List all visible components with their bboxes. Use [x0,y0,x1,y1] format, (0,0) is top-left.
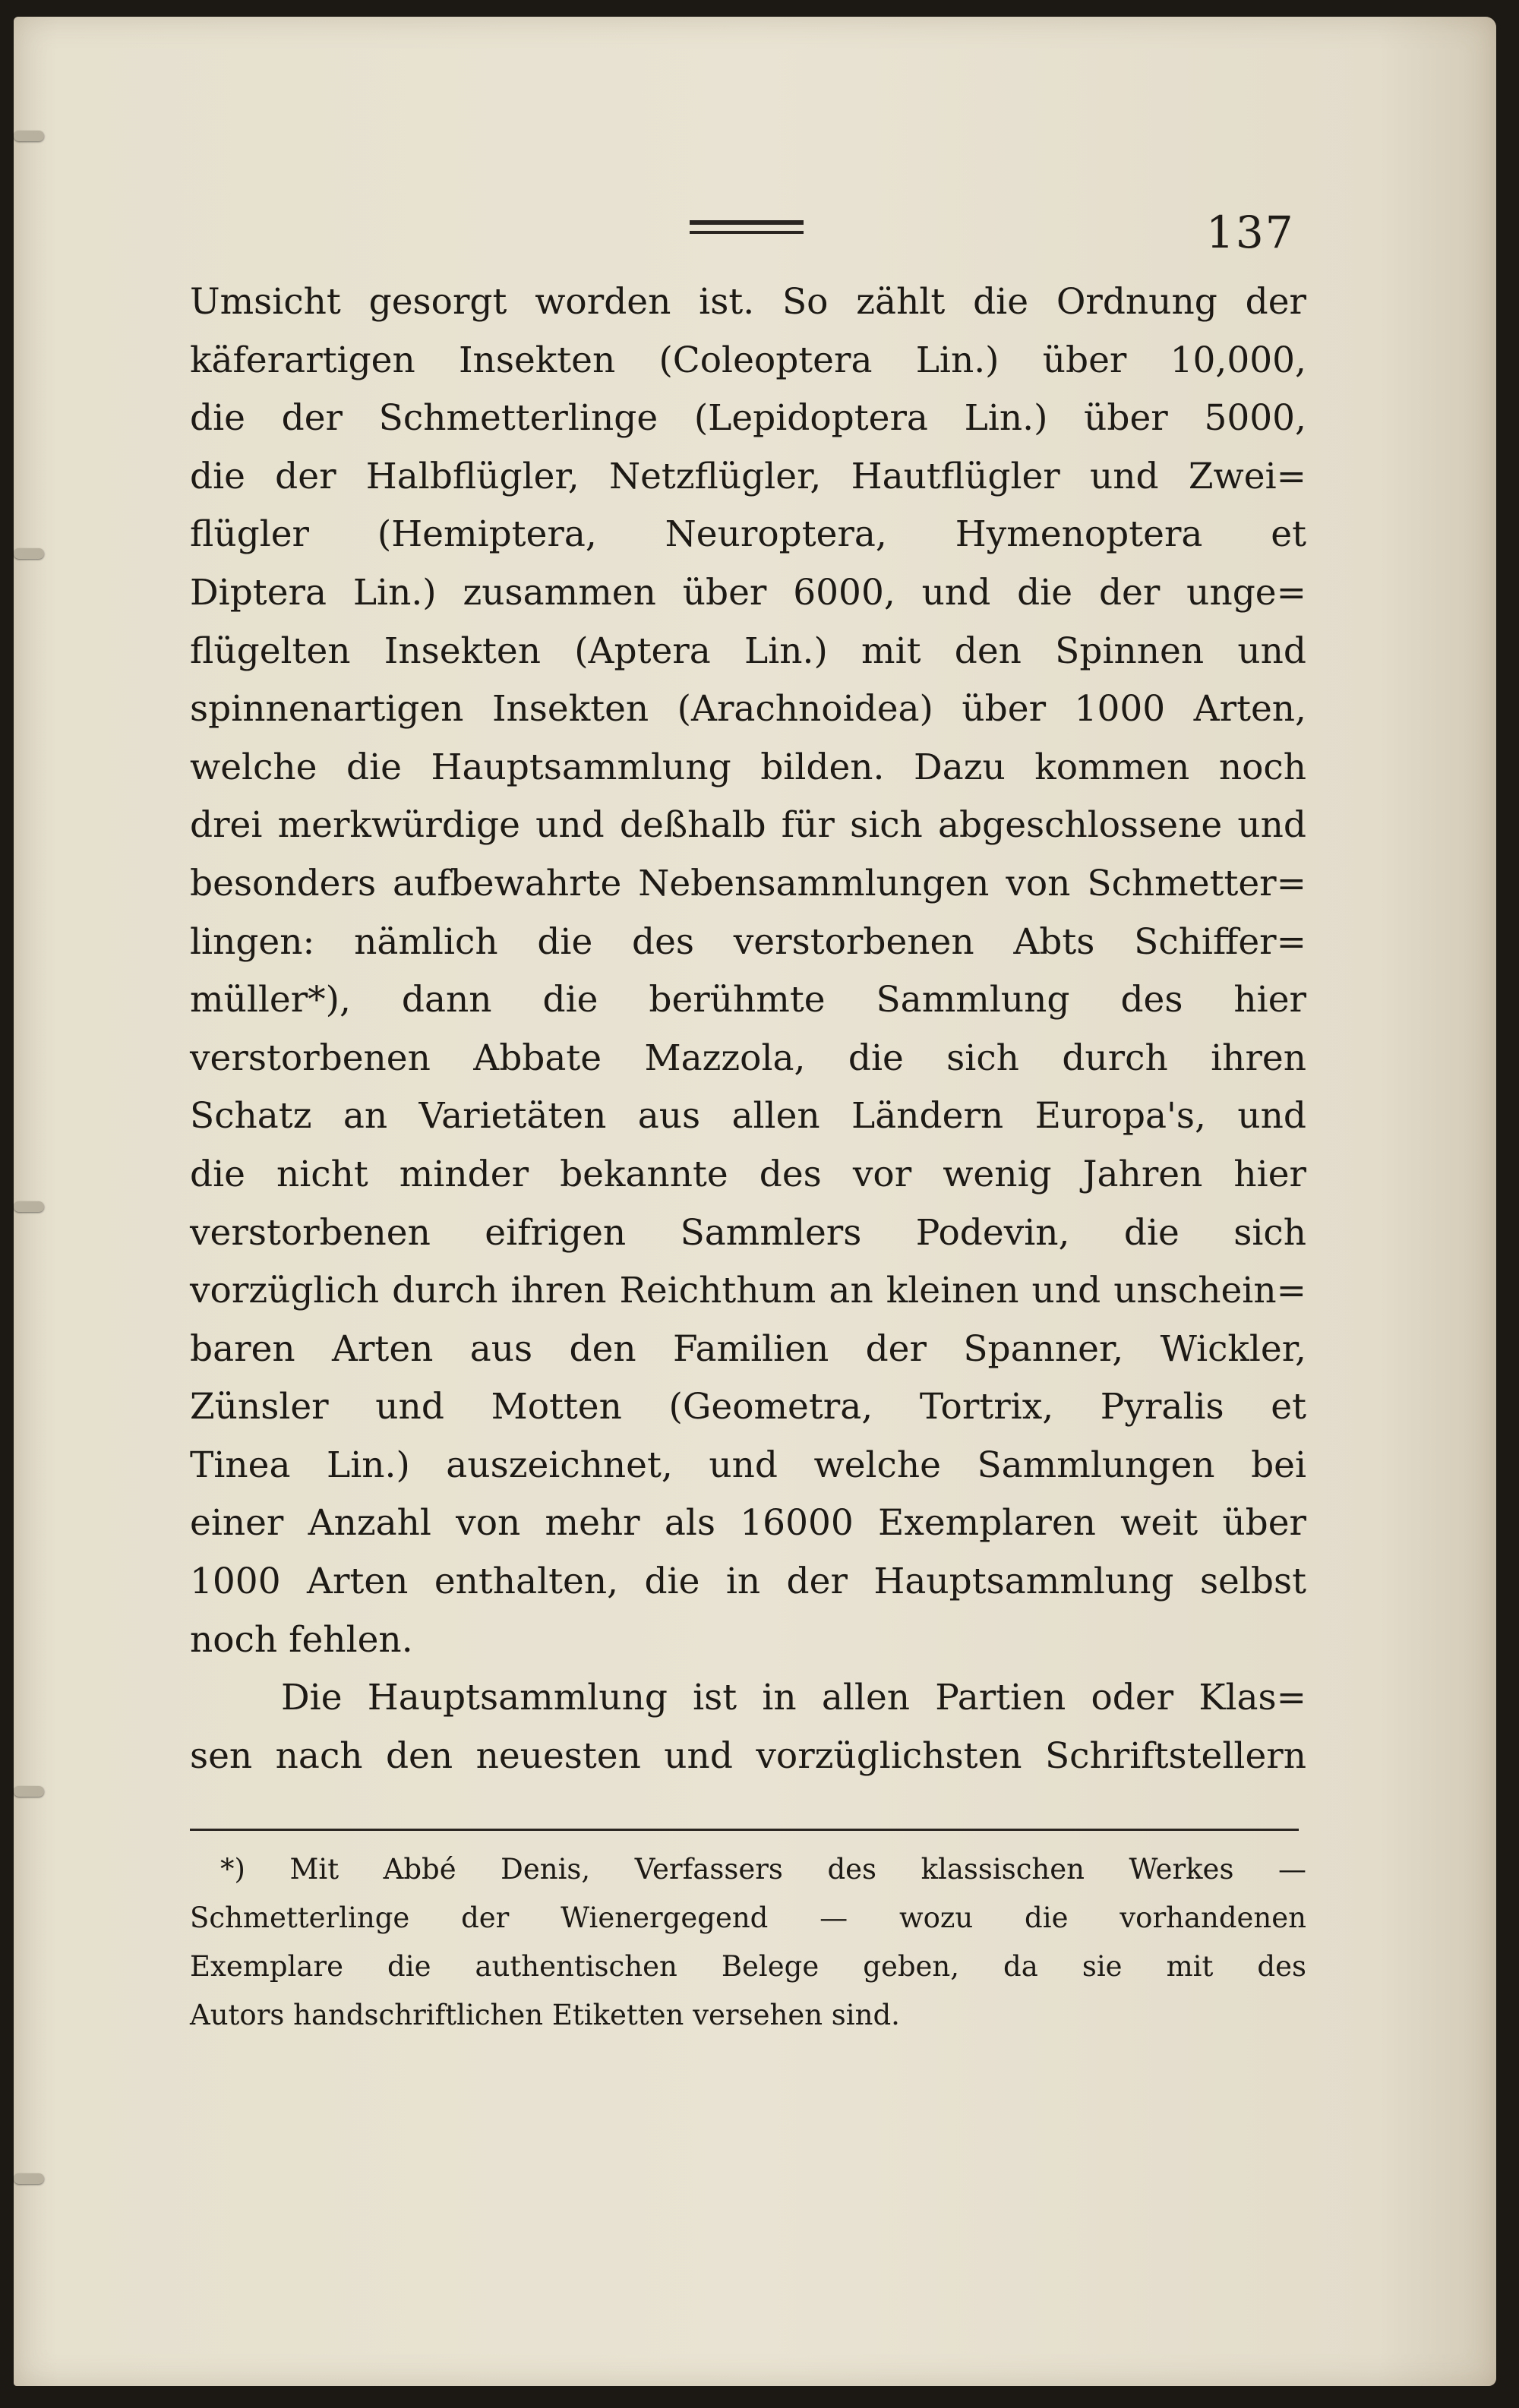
body-line: Tinea Lin.) auszeichnet, und welche Sammlungen bei [190,1444,1306,1486]
body-line: verstorbenen Abbate Mazzola, die sich durch ihren [190,1037,1306,1079]
binding-thread [14,548,44,559]
body-line: baren Arten aus den Familien der Spanner, Wickler, [190,1327,1306,1370]
binding-thread [14,1786,44,1797]
body-line: einer Anzahl von mehr als 16000 Exemplaren weit über [190,1502,1306,1545]
binding-thread [14,131,44,141]
body-line: 1000 Arten enthalten, die in der Hauptsammlung selbst [190,1561,1306,1603]
header-ornament-rule [690,220,804,234]
body-line: vorzüglich durch ihren Reichthum an kleinen und unschein= [190,1270,1306,1312]
footnote-separator [190,1829,1299,1831]
page-number: 137 [1206,207,1295,258]
body-line: müller*), dann die berühmte Sammlung des hier [190,979,1306,1021]
body-line: welche die Hauptsammlung bilden. Dazu kommen noch [190,746,1306,788]
page-header [14,207,1496,266]
body-line: die der Halbflügler, Netzflügler, Hautflügler und Zwei= [190,455,1306,497]
body-line: Diptera Lin.) zusammen über 6000, und die der unge= [190,571,1306,614]
body-line: käferartigen Insekten (Coleoptera Lin.) über 10,000, [190,339,1306,381]
body-line: Die Hauptsammlung ist in allen Partien oder Klas= [281,1677,1306,1719]
body-line: besonders aufbewahrte Nebensammlungen von Schmetter= [190,862,1306,904]
footnote-line: Exemplare die authentischen Belege geben, da sie mit des [190,1950,1306,1983]
body-line: flügler (Hemiptera, Neuroptera, Hymenoptera et [190,513,1306,556]
body-line: verstorbenen eifrigen Sammlers Podevin, die sich [190,1211,1306,1254]
footnote-block [190,1845,1306,2040]
body-line: Schatz an Varietäten aus allen Ländern Europa's, und [190,1095,1306,1138]
body-line: die der Schmetterlinge (Lepidoptera Lin.) über 5000, [190,397,1306,440]
body-line: noch fehlen. [190,1618,413,1661]
binding-thread [14,1201,44,1212]
body-text [190,273,1306,1785]
body-line: spinnenartigen Insekten (Arachnoidea) über 1000 Arten, [190,688,1306,731]
body-line: Umsicht gesorgt worden ist. So zählt die Ordnung der [190,281,1306,323]
body-line: sen nach den neuesten und vorzüglichsten Schriftstellern [190,1734,1306,1777]
body-line: flügelten Insekten (Aptera Lin.) mit den Spinnen und [190,630,1306,672]
footnote-line: Autors handschriftlichen Etiketten versehen sind. [190,1999,900,2031]
body-line: Zünsler und Motten (Geometra, Tortrix, Pyralis et [190,1386,1306,1428]
footnote-line: *) Mit Abbé Denis, Verfassers des klassischen Werkes — [220,1853,1306,1886]
body-line: lingen: nämlich die des verstorbenen Abts Schiffer= [190,920,1306,963]
footnote-line: Schmetterlinge der Wienergegend — wozu die vorhandenen [190,1901,1306,1934]
binding-thread [14,2173,44,2184]
body-line: die nicht minder bekannte des vor wenig Jahren hier [190,1153,1306,1195]
body-line: drei merkwürdige und deßhalb für sich abgeschlossene und [190,804,1306,847]
